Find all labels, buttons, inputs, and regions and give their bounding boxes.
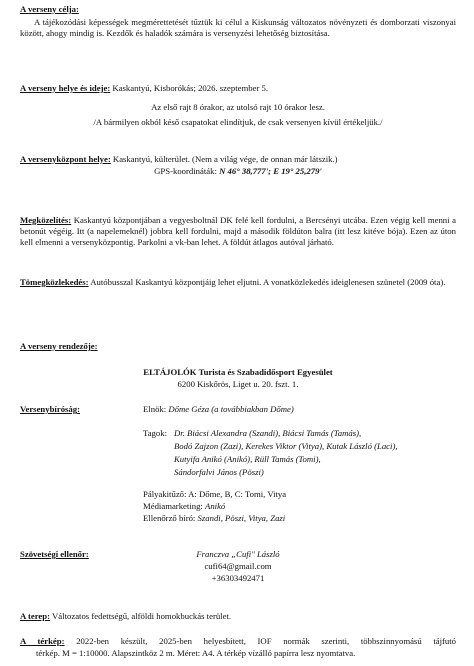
jury-chair-value: Dőme Géza (a továbbiakban Dőme) <box>168 404 294 414</box>
center-line: A versenyközpont helye: Kaskantyú, külterület. (Nem a világ vége, de onnan már látszik.) <box>20 154 338 164</box>
federation-heading: Szövetségi ellenőr: <box>20 549 89 559</box>
terrain-heading: A terep <box>20 611 48 621</box>
gps-label: GPS-koordináták: <box>154 166 217 176</box>
jury-setter-value: A: Dőme, B, C: Tomi, Vitya <box>188 489 287 499</box>
terrain-line: A terep: Változatos fedettségű, alföldi homokbuckás terület. <box>20 611 232 621</box>
goal-text: A tájékozódási képességek megmérettetését tűztük ki célul a Kiskunság változatos növényzeti és domborzati viszonyai között, ahogy mindig is. Kezdők és haladók számára is versenyzési lehetőség biztosítása. <box>20 17 456 38</box>
jury-setter-label: Pályakitűző: <box>143 489 187 499</box>
center-gps <box>20 166 456 177</box>
transit-text: Autóbusszal Kaskantyú központjáig lehet eljutni. A vonatközlekedés ideiglenesen szünetel (2009 óta). <box>90 277 446 287</box>
venue-heading: A verseny helye és ideje <box>20 83 108 93</box>
federation-heading-text: Szövetségi ellenőr <box>20 549 86 559</box>
jury-setter <box>143 489 286 500</box>
federation-email: cufi64@gmail.com <box>204 561 272 571</box>
map-line-1: A térkép: 2022-ben készült, 2025-ben helyesbített, IOF normák szerinti, többszinnyomású tájfutó <box>20 636 457 646</box>
jury-media-value: Anikó <box>205 501 226 511</box>
goal-heading-text: A verseny célja <box>20 4 76 14</box>
jury-heading: Versenybíróság: <box>20 404 81 414</box>
map-heading: A térkép <box>20 636 62 646</box>
venue-line: A verseny helye és ideje: Kaskantyú, Kisborókás; 2026. szeptember 5. <box>20 83 269 93</box>
federation-name: Franczva „Cufi" László <box>196 549 280 559</box>
terrain-text: Változatos fedettségű, alföldi homokbuckás terület. <box>52 611 232 621</box>
jury-members-line-4: Sándorfalvi János (Pöszi) <box>174 467 264 477</box>
map-text-1: 2022-ben készült, 2025-ben helyesbített, IOF normák szerinti, többszinnyomású tájfutó <box>76 636 457 646</box>
venue-start-times: Az első rajt 8 órakor, az utolsó rajt 10 órakor lesz. <box>151 102 325 112</box>
map-text-2: térkép. M = 1:10000. Alapszintköz 2 m. Méret: A4. A térkép vízálló papírra lesz nyomtatva. <box>36 648 356 658</box>
jury-chair <box>143 404 294 415</box>
approach-paragraph: Megközelítés: Kaskantyú központjában a vegyesboltnál DK felé kell fordulni, a Bercsényi utcába. Ezen végig kell menni a betonút végéig. Itt (a napelemeknél) jobbra kell fordulni, majd a második földúton balra (itt lesz kitéve bója). Ezen az úton kell elmenni a versenyközpontig. Parkolni a vk-ban lehet. A földút átlagos autóval járható. <box>20 215 457 247</box>
gps-value: N 46° 38,777'; E 19° 25,279' <box>219 166 322 176</box>
jury-heading-text: Versenybíróság <box>20 404 78 414</box>
approach-heading: Megközelítés <box>20 215 69 225</box>
transit-heading: Tömegközlekedés <box>20 277 86 287</box>
center-heading: A versenyközpont helye <box>20 154 108 164</box>
jury-members-line-2: Bodó Zajzon (Zazi), Kerekes Viktor (Vitya), Kutak László (Laci), <box>174 441 398 451</box>
organizer-heading: A verseny rendezője: <box>20 341 98 351</box>
jury-members-label: Tagok: <box>143 428 168 438</box>
organizer-name: ELTÁJOLÓK Turista és Szabadidősport Egyesület <box>143 367 333 377</box>
jury-members-line-1: Dr. Biácsi Alexandra (Szandi), Biácsi Tamás (Tamás), <box>174 428 362 438</box>
transit-paragraph: Tömegközlekedés: Autóbusszal Kaskantyú központjáig lehet eljutni. A vonatközlekedés ideiglenesen szünetel (2009 óta). <box>20 277 446 287</box>
jury-control-label: Ellenőrző bíró: <box>143 513 196 523</box>
approach-text: Kaskantyú központjában a vegyesboltnál DK felé kell fordulni, a Bercsényi utcába. Ezen végig kell menni a betonút végéig. Itt (a napelemeknél) jobbra kell fordulni, majd a második földúton balra (itt lesz kitéve bója). Ezen az úton kell elmenni a versenyközpontig. Parkolni a vk-ban lehet. A földút átlagos autóval járható. <box>20 215 457 247</box>
jury-control-value: Szandi, Pöszi, Vitya, Zazi <box>197 513 286 523</box>
venue-late-note: /A bármilyen okból késő csapatokat elindítjuk, de csak versenyen kívül értékeljük./ <box>93 117 383 127</box>
organizer-address: 6200 Kiskőrös, Liget u. 20. fszt. 1. <box>177 379 299 389</box>
section-heading-goal: A verseny célja: <box>20 4 79 14</box>
center-text: Kaskantyú, külterület. (Nem a világ vége, de onnan már látszik.) <box>112 154 338 164</box>
venue-text: Kaskantyú, Kisborókás; 2026. szeptember 5. <box>112 83 269 93</box>
jury-chair-label: Elnök: <box>143 404 167 414</box>
jury-members-line-3: Kutyifa Anikó (Anikó), Rüll Tamás (Tomi), <box>174 454 321 464</box>
jury-control <box>143 513 285 524</box>
organizer-heading-text: A verseny rendezője <box>20 341 95 351</box>
federation-phone: +36303492471 <box>211 573 265 583</box>
jury-media-label: Médiamarketing: <box>143 501 203 511</box>
jury-media <box>143 501 225 512</box>
